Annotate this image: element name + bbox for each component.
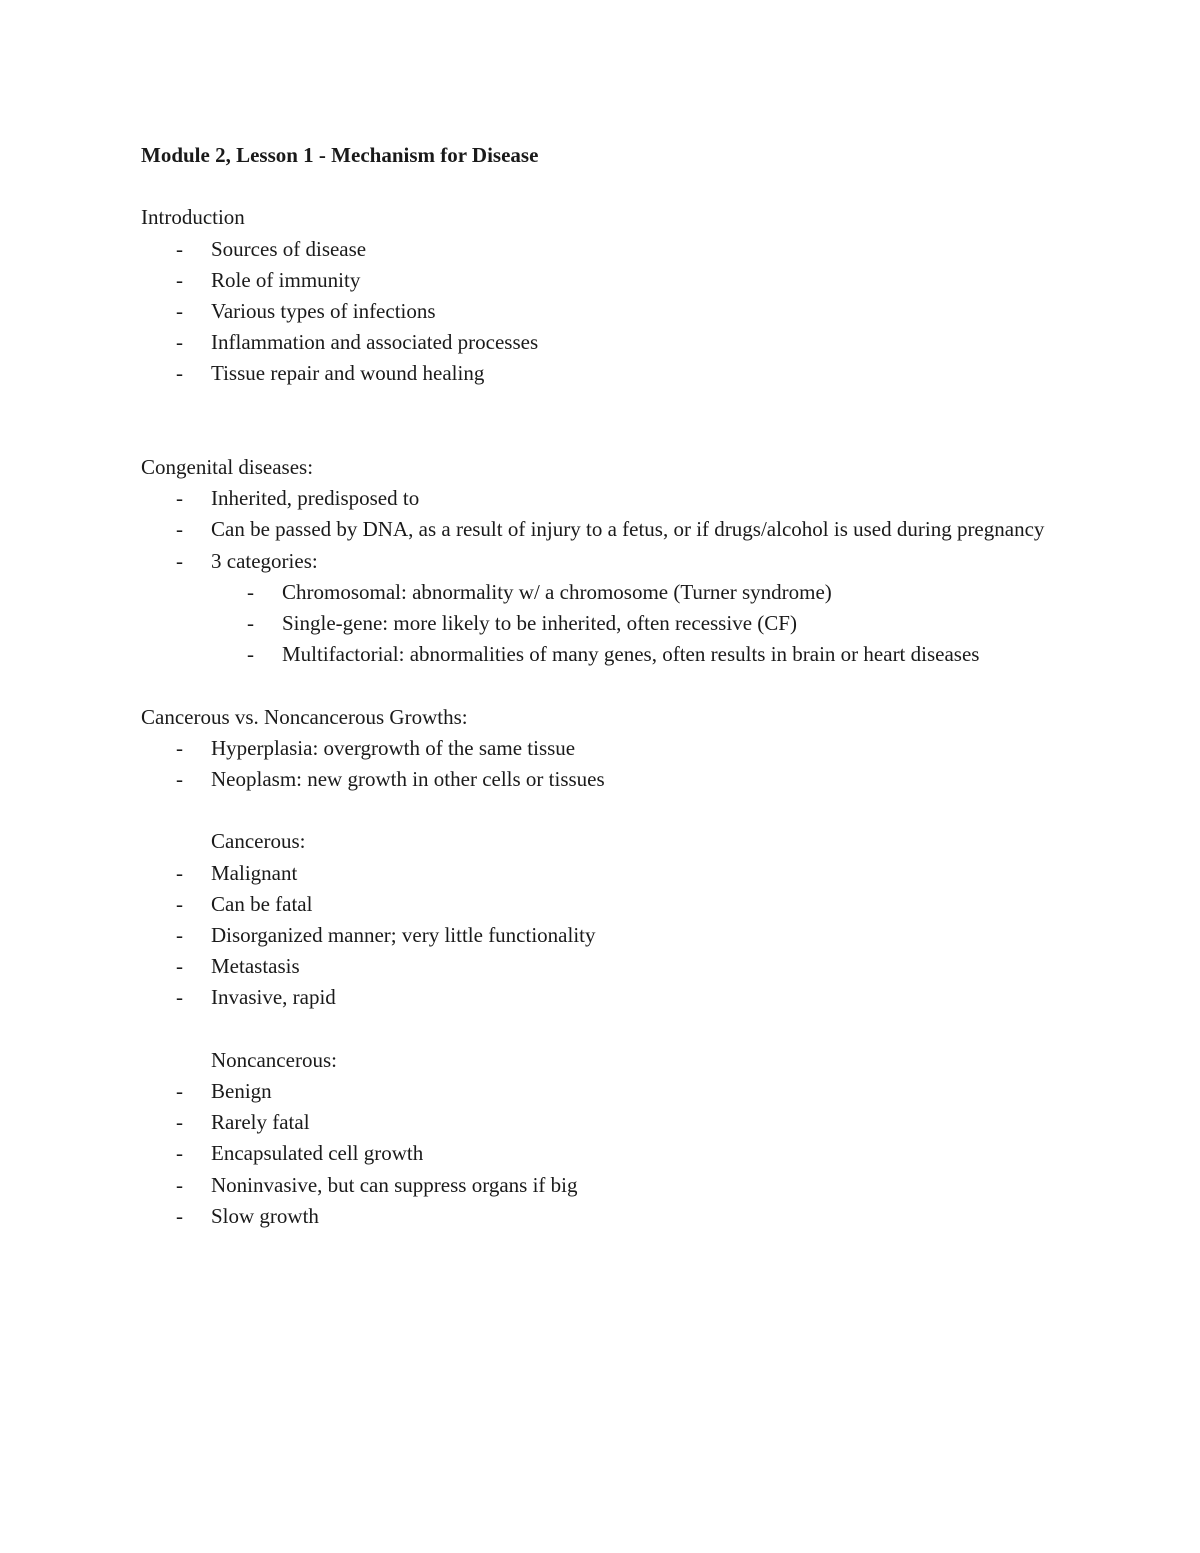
spacer xyxy=(141,1014,1061,1045)
list-item: - Metastasis xyxy=(141,951,1061,982)
list-item: - Tissue repair and wound healing xyxy=(141,358,1061,389)
list-item: - Encapsulated cell growth xyxy=(141,1138,1061,1169)
spacer xyxy=(141,390,1061,452)
list-item xyxy=(141,546,1061,671)
document-body xyxy=(141,140,1061,1232)
list-item: - Noninvasive, but can suppress organs if big xyxy=(141,1170,1061,1201)
list-item: - Benign xyxy=(141,1076,1061,1107)
list-item-label: 3 categories: xyxy=(211,548,318,573)
list-item: - Can be fatal xyxy=(141,889,1061,920)
list-item: - Inherited, predisposed to xyxy=(141,483,1061,514)
list-item: - Sources of disease xyxy=(141,234,1061,265)
section-heading-introduction: Introduction xyxy=(141,205,245,230)
document-title: Module 2, Lesson 1 - Mechanism for Disease xyxy=(141,143,539,167)
list-item: - Rarely fatal xyxy=(141,1107,1061,1138)
noncancerous-list xyxy=(141,1076,1061,1232)
subheading-noncancerous: Noncancerous: xyxy=(211,1047,337,1072)
list-item: - Invasive, rapid xyxy=(141,982,1061,1013)
congenital-list xyxy=(141,483,1061,670)
list-item: - Multifactorial: abnormalities of many genes, often results in brain or heart diseases xyxy=(211,639,1061,670)
list-item: - Single-gene: more likely to be inherited, often recessive (CF) xyxy=(211,608,1061,639)
cancerous-list xyxy=(141,858,1061,1014)
list-item: - Slow growth xyxy=(141,1201,1061,1232)
list-item: - Neoplasm: new growth in other cells or tissues xyxy=(141,764,1061,795)
spacer xyxy=(141,795,1061,826)
list-item: - Inflammation and associated processes xyxy=(141,327,1061,358)
congenital-categories-list xyxy=(211,577,1061,671)
spacer xyxy=(141,171,1061,202)
section-heading-growths: Cancerous vs. Noncancerous Growths: xyxy=(141,704,468,729)
list-item: - Role of immunity xyxy=(141,265,1061,296)
list-item: - Can be passed by DNA, as a result of injury to a fetus, or if drugs/alcohol is used during pregnancy xyxy=(141,514,1061,545)
introduction-list xyxy=(141,234,1061,390)
growths-list xyxy=(141,733,1061,795)
section-heading-congenital: Congenital diseases: xyxy=(141,455,314,479)
list-item: - Chromosomal: abnormality w/ a chromosome (Turner syndrome) xyxy=(211,577,1061,608)
list-item: - Hyperplasia: overgrowth of the same tissue xyxy=(141,733,1061,764)
spacer xyxy=(141,670,1061,701)
list-item: - Disorganized manner; very little functionality xyxy=(141,920,1061,951)
list-item: - Various types of infections xyxy=(141,296,1061,327)
list-item: - Malignant xyxy=(141,858,1061,889)
subheading-cancerous: Cancerous: xyxy=(211,829,306,854)
